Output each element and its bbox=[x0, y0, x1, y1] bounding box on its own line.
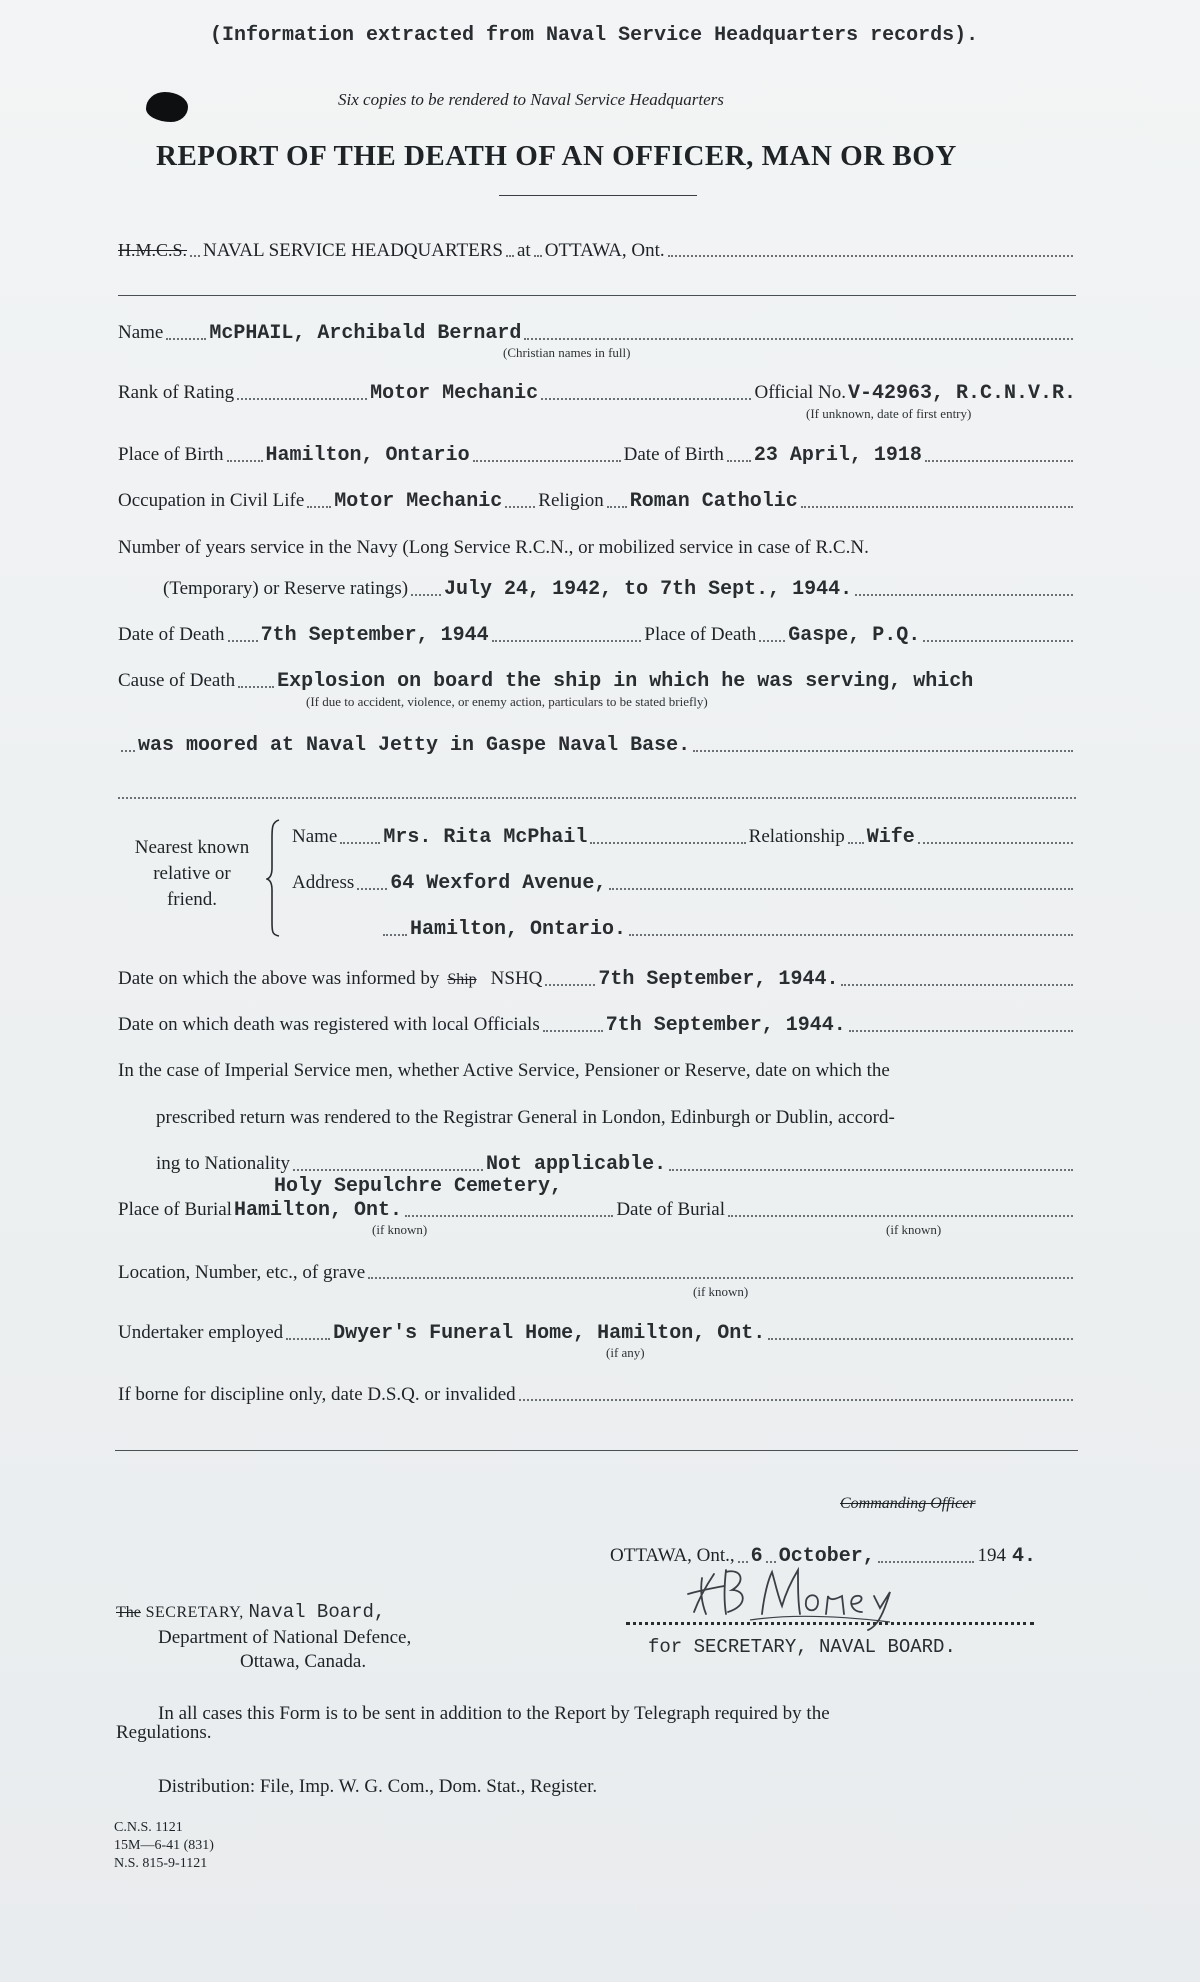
occupation-value: Motor Mechanic bbox=[334, 490, 503, 513]
burial-place-value-1: Holy Sepulchre Cemetery, bbox=[274, 1175, 563, 1198]
undertaker-value: Dwyer's Funeral Home, Hamilton, Ont. bbox=[333, 1322, 766, 1345]
relative-brace bbox=[266, 818, 282, 938]
imperial-text-3: ing to Nationality bbox=[156, 1153, 291, 1174]
birth-place-value: Hamilton, Ontario bbox=[265, 444, 470, 467]
informed-label: Date on which the above was informed by bbox=[118, 968, 440, 989]
burial-date-label: Date of Burial bbox=[616, 1199, 725, 1220]
address-label: Address bbox=[292, 872, 355, 893]
address-line-2: Hamilton, Ontario. bbox=[410, 918, 627, 941]
relative-name-row bbox=[292, 826, 1076, 849]
signature-line bbox=[626, 1622, 1034, 1625]
discipline-row bbox=[118, 1384, 1076, 1406]
distribution: Distribution: File, Imp. W. G. Com., Dom. Stat., Register. bbox=[158, 1776, 598, 1797]
date-place: OTTAWA, Ont., bbox=[610, 1545, 735, 1566]
death-place-label: Place of Death bbox=[644, 624, 757, 645]
birth-row bbox=[118, 444, 1076, 467]
form-title: REPORT OF THE DEATH OF AN OFFICER, MAN OR BOY bbox=[156, 140, 957, 172]
location-value: NAVAL SERVICE HEADQUARTERS bbox=[203, 240, 503, 261]
official-no-label: Official No. bbox=[754, 382, 846, 403]
date-day: 6 bbox=[750, 1545, 763, 1568]
relative-label-2: relative or bbox=[153, 863, 231, 884]
occupation-label: Occupation in Civil Life bbox=[118, 490, 305, 511]
name-hint: (Christian names in full) bbox=[503, 345, 631, 360]
form-code-3: N.S. 815-9-1121 bbox=[114, 1856, 208, 1871]
for-secretary: for SECRETARY, NAVAL BOARD. bbox=[648, 1636, 956, 1658]
grave-row bbox=[118, 1262, 1076, 1284]
registered-row bbox=[118, 1014, 1076, 1037]
burial-place-label: Place of Burial bbox=[118, 1199, 232, 1220]
punch-hole bbox=[146, 92, 188, 122]
name-label: Name bbox=[118, 322, 164, 343]
burial-place-hint: (if known) bbox=[372, 1222, 428, 1237]
religion-value: Roman Catholic bbox=[629, 490, 798, 513]
cause-value-1: Explosion on board the ship in which he was serving, which bbox=[277, 670, 974, 693]
service-label-2: (Temporary) or Reserve ratings) bbox=[163, 578, 409, 599]
city: Ottawa, Canada. bbox=[240, 1651, 367, 1672]
address-line-1: 64 Wexford Avenue, bbox=[390, 872, 607, 895]
birth-place-label: Place of Birth bbox=[118, 444, 224, 465]
relative-label-3: friend. bbox=[166, 889, 218, 910]
relative-address-row-2 bbox=[380, 918, 1076, 941]
date-month: October, bbox=[778, 1545, 875, 1568]
burial-date-hint: (if known) bbox=[886, 1222, 942, 1237]
struck-hmcs: H.M.C.S. bbox=[118, 240, 188, 260]
naval-board: Naval Board, bbox=[248, 1601, 386, 1623]
imperial-row bbox=[156, 1153, 1076, 1176]
location-place: OTTAWA, Ont. bbox=[544, 240, 665, 261]
burial-place-value-2: Hamilton, Ont. bbox=[233, 1199, 402, 1222]
registered-label: Date on which death was registered with local Officials bbox=[118, 1014, 540, 1035]
official-no-hint: (If unknown, date of first entry) bbox=[806, 406, 972, 421]
cause-label: Cause of Death bbox=[118, 670, 236, 691]
discipline-label: If borne for discipline only, date D.S.Q. or invalided bbox=[118, 1384, 516, 1405]
source-note: (Information extracted from Naval Service Headquarters records). bbox=[210, 24, 979, 47]
relative-group-label bbox=[118, 835, 266, 913]
death-place-value: Gaspe, P.Q. bbox=[788, 624, 921, 647]
rank-label: Rank of Rating bbox=[118, 382, 235, 403]
cause-value-2: was moored at Naval Jetty in Gaspe Naval Base. bbox=[138, 734, 691, 757]
department: Department of National Defence, bbox=[158, 1627, 412, 1648]
secretary-label: SECRETARY, bbox=[145, 1604, 244, 1621]
location-row bbox=[118, 240, 1076, 262]
informed-value: 7th September, 1944. bbox=[598, 968, 839, 991]
official-no-value: V-42963, R.C.N.V.R. bbox=[847, 382, 1076, 405]
grave-label: Location, Number, etc., of grave bbox=[118, 1262, 366, 1283]
divider-bottom bbox=[115, 1450, 1078, 1451]
at-label: at bbox=[517, 240, 531, 261]
date-year-typed: 4. bbox=[1011, 1545, 1036, 1568]
death-date-value: 7th September, 1944 bbox=[260, 624, 489, 647]
undertaker-row bbox=[118, 1322, 1076, 1345]
divider-top bbox=[118, 295, 1076, 296]
relationship-value: Wife bbox=[866, 826, 915, 849]
note-line-2: Regulations. bbox=[116, 1722, 212, 1743]
relative-name-label: Name bbox=[292, 826, 338, 847]
religion-label: Religion bbox=[538, 490, 604, 511]
title-underline bbox=[499, 195, 697, 196]
copies-note: Six copies to be rendered to Naval Service Headquarters bbox=[338, 90, 724, 109]
rank-value: Motor Mechanic bbox=[370, 382, 539, 405]
imperial-value: Not applicable. bbox=[486, 1153, 667, 1176]
struck-the: The bbox=[116, 1604, 141, 1621]
service-label-1: Number of years service in the Navy (Long Service R.C.N., or mobilized service in case of R.C.N. bbox=[118, 537, 869, 558]
informed-by: NSHQ bbox=[490, 968, 543, 989]
death-date-label: Date of Death bbox=[118, 624, 225, 645]
informed-struck: Ship bbox=[447, 971, 477, 988]
registered-value: 7th September, 1944. bbox=[605, 1014, 846, 1037]
undertaker-label: Undertaker employed bbox=[118, 1322, 284, 1343]
name-row bbox=[118, 322, 1076, 345]
form-code-2: 15M—6-41 (831) bbox=[114, 1838, 214, 1853]
relative-name-value: Mrs. Rita McPhail bbox=[383, 826, 588, 849]
service-value: July 24, 1942, to 7th Sept., 1944. bbox=[444, 578, 853, 601]
imperial-text-2: prescribed return was rendered to the Registrar General in London, Edinburgh or Dublin, accord- bbox=[156, 1107, 895, 1128]
informed-row bbox=[118, 968, 1076, 991]
struck-commanding-officer: Commanding Officer bbox=[840, 1495, 976, 1512]
grave-hint: (if known) bbox=[693, 1284, 749, 1299]
date-year-printed: 194 bbox=[977, 1545, 1006, 1566]
service-row bbox=[163, 578, 1076, 601]
birth-date-value: 23 April, 1918 bbox=[753, 444, 922, 467]
note-line-1: In all cases this Form is to be sent in addition to the Report by Telegraph required by the bbox=[158, 1703, 830, 1724]
burial-row bbox=[118, 1199, 1076, 1222]
relative-address-row bbox=[292, 872, 1076, 895]
imperial-text-1: In the case of Imperial Service men, whether Active Service, Pensioner or Reserve, date on which the bbox=[118, 1060, 890, 1081]
cause-row bbox=[118, 670, 1076, 693]
occupation-row bbox=[118, 490, 1076, 513]
form-codes bbox=[114, 1819, 214, 1873]
name-value: McPHAIL, Archibald Bernard bbox=[209, 322, 522, 345]
undertaker-hint: (if any) bbox=[606, 1345, 645, 1360]
relationship-label: Relationship bbox=[748, 826, 845, 847]
cause-row-2 bbox=[118, 734, 1076, 757]
cause-hint: (If due to accident, violence, or enemy action, particulars to be stated briefly) bbox=[306, 694, 708, 709]
form-code-1: C.N.S. 1121 bbox=[114, 1820, 183, 1835]
birth-date-label: Date of Birth bbox=[623, 444, 724, 465]
cause-blank-line bbox=[118, 797, 1076, 799]
death-row bbox=[118, 624, 1076, 647]
secretary-line bbox=[116, 1601, 385, 1623]
relative-label-1: Nearest known bbox=[134, 837, 250, 858]
rank-row bbox=[118, 382, 1076, 405]
